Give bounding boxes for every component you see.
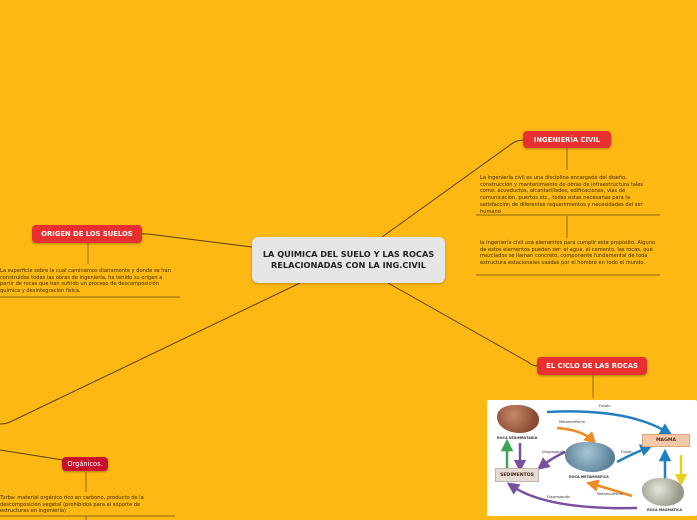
rock-cycle-image[interactable] bbox=[487, 400, 697, 516]
label-roca-sedimentaria: ROCA SEDIMENTARIA bbox=[497, 436, 538, 440]
note-ingenieria-civil-definicion: La ingeniería civil es una disciplina encargada del diseño, construcción y mantenimiento de obras de infraestructura tales como: acueductos, alcantarillados, edificaciones, vías de comunicación, puertos etc., todas estas necesarias para la satisfacción de diferentes requerimientos y necesidades del ser humano bbox=[480, 175, 644, 215]
sedimentos-box: SEDIMENTOS bbox=[495, 468, 539, 482]
label-roca-metamorfica: ROCA METAMÓRFICA bbox=[569, 475, 609, 479]
sedimentary-rock-image bbox=[497, 405, 539, 433]
topic-origen-suelos[interactable] bbox=[32, 225, 142, 243]
arrow-label-disgregacion-bottom: Disgregación bbox=[547, 495, 571, 499]
topic-label: INGENIERÍA CIVIL bbox=[533, 135, 601, 144]
arrow-label-fusion-mid: Fusión bbox=[621, 450, 633, 454]
arrow-label-disgregacion-mid: Disgregación bbox=[542, 450, 566, 454]
arrow-label-metamorfismo-bottom: Metamorfismo bbox=[597, 492, 623, 496]
label-roca-magmatica: ROCA MAGMÁTICA bbox=[647, 508, 682, 512]
central-topic[interactable] bbox=[252, 237, 445, 283]
central-topic-title: LA QUIMICA DEL SUELO Y LAS ROCAS RELACIONADAS CON LA ING.CIVIL bbox=[262, 249, 435, 270]
note-ingenieria-civil-elementos: la ingeniería civil usa elementos para cumplir este propósito. Alguno de estos elementos pueden ser: el agua, el cemento, las rocas, que mezclados se llaman concreto, componente fundamental de toda estructura estacionales usadas por el hombre en todo el mundo. bbox=[480, 240, 656, 267]
arrow-label-metamorfismo-top: Metamorfismo bbox=[559, 420, 585, 424]
igneous-rock-image bbox=[642, 478, 684, 506]
topic-organicos[interactable] bbox=[62, 457, 108, 471]
topic-label: EL CICLO DE LAS ROCAS bbox=[546, 362, 638, 370]
topic-label: ORIGEN DE LOS SUELOS bbox=[41, 230, 133, 238]
arrow-label-fusion-top: Fusión bbox=[599, 404, 611, 408]
note-origen-suelos: La superficie sobre la cual caminamos diariamente y donde se han construidos todas las obras de ingeniería, ha tenido su origen a partir de rocas que han sufrido un proceso de descomposición química y desintegración física. bbox=[0, 268, 171, 295]
topic-ciclo-rocas[interactable] bbox=[537, 357, 647, 375]
topic-ingenieria-civil[interactable] bbox=[523, 131, 611, 148]
magma-box: MAGMA bbox=[642, 434, 690, 447]
topic-label: Orgánicos. bbox=[67, 460, 103, 468]
note-organicos-turba: Turba: material orgánico rico en carbono, producto de la descomposición vegetal (prohibidos para el soporte de estructuras en ingeniería) bbox=[0, 495, 144, 515]
